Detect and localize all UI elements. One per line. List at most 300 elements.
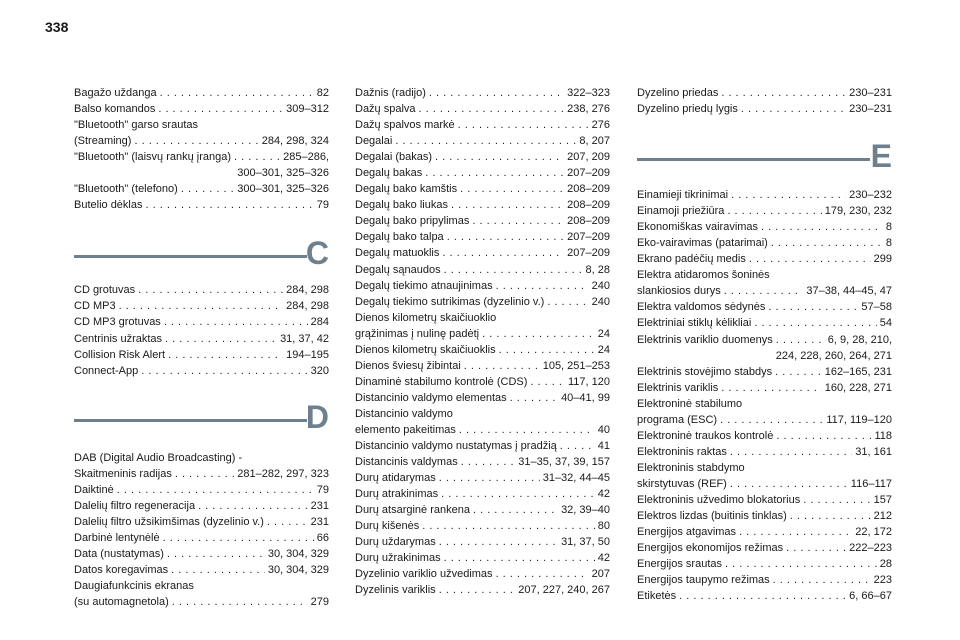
page-reference: 157 <box>873 493 892 506</box>
dot-leader <box>435 149 564 165</box>
index-entry <box>637 251 892 267</box>
dot-leader <box>419 101 565 117</box>
index-entry <box>637 283 892 299</box>
index-term: Degalų sąnaudos <box>355 263 441 276</box>
index-term: Bagažo uždanga <box>74 87 157 99</box>
index-term: (Streaming) <box>74 135 132 148</box>
index-entry <box>355 566 610 582</box>
index-entry <box>355 582 610 598</box>
page-reference: 42 <box>597 552 610 565</box>
index-entry <box>355 85 610 101</box>
dot-leader <box>482 326 595 342</box>
index-term: Degalų bako kamštis <box>355 183 458 196</box>
dot-leader <box>776 428 871 444</box>
index-term: Butelio dėklas <box>74 199 143 212</box>
dot-leader <box>679 588 846 604</box>
page-reference: 223 <box>873 574 892 587</box>
page-reference: 240 <box>591 279 610 292</box>
index-term: Dažų spalva <box>355 103 416 116</box>
index-entry <box>355 550 610 566</box>
page-reference: 281–282, 297, 323 <box>237 467 329 480</box>
dot-leader <box>163 530 314 546</box>
index-entry <box>355 101 610 117</box>
index-term: Dažų spalvos markė <box>355 119 455 132</box>
index-term: Distancinio valdymo elementas <box>355 391 507 404</box>
section-divider <box>74 419 307 422</box>
index-entry <box>355 422 610 438</box>
index-term: CD grotuvas <box>74 284 136 297</box>
index-entry <box>637 203 892 219</box>
page-reference: 160, 228, 271 <box>824 381 892 394</box>
dot-leader <box>496 278 589 294</box>
index-term: Ekrano padėčių medis <box>637 253 746 266</box>
page-reference: 309–312 <box>286 103 329 116</box>
index-term: "Bluetooth" garso srautas <box>74 119 198 132</box>
dot-leader <box>731 187 846 203</box>
page-reference: 117, 119–120 <box>826 413 892 426</box>
index-term: Elektrinis variklis <box>637 381 719 394</box>
page-reference: 285–286, <box>283 151 329 164</box>
page-reference: 82 <box>316 87 329 99</box>
dot-leader <box>447 229 564 245</box>
index-term: Balso komandos <box>74 103 156 116</box>
dot-leader <box>119 298 284 314</box>
index-entry <box>637 540 892 556</box>
index-entry <box>355 374 610 390</box>
index-term: "Bluetooth" (telefono) <box>74 183 178 196</box>
page-reference: 31–35, 37, 39, 157 <box>518 456 610 469</box>
index-term: Degalų bako liukas <box>355 199 448 212</box>
index-term: Degalų bako talpa <box>355 231 444 244</box>
index-entry <box>74 530 329 546</box>
index-term: Dyzelino priedas <box>637 87 719 99</box>
dot-leader <box>439 534 558 550</box>
index-entry <box>355 213 610 229</box>
page-reference: 31, 37, 42 <box>280 332 329 345</box>
entries-c <box>74 282 329 378</box>
index-entry <box>637 476 892 492</box>
dot-leader <box>761 219 883 235</box>
page-reference: 40–41, 99 <box>561 391 610 404</box>
page-reference: 284, 298 <box>286 300 329 313</box>
page-reference: 179, 230, 232 <box>824 205 892 218</box>
entries-d <box>74 450 329 610</box>
dot-leader <box>460 181 564 197</box>
dot-leader <box>786 540 846 556</box>
index-entry <box>637 556 892 572</box>
index-term: Degalų matuoklis <box>355 247 440 260</box>
page-reference: 31–32, 44–45 <box>542 472 610 485</box>
dot-leader <box>141 363 307 379</box>
index-entry <box>355 133 610 149</box>
dot-leader <box>451 197 564 213</box>
index-entry <box>74 347 329 363</box>
index-entry <box>637 101 892 117</box>
index-entry <box>74 562 329 578</box>
page-reference: 24 <box>597 343 610 356</box>
page-reference: 276 <box>591 119 610 132</box>
page-reference: 208–209 <box>567 215 610 228</box>
page-reference: 22, 172 <box>855 526 892 539</box>
dot-leader <box>175 466 234 482</box>
index-term: Elektroninė traukos kontrolė <box>637 429 774 442</box>
dot-leader <box>721 85 846 101</box>
page-reference: 279 <box>310 596 329 609</box>
index-entry <box>355 262 610 278</box>
index-entry <box>637 267 892 283</box>
dot-leader <box>741 101 846 117</box>
index-term: skirstytuvas (REF) <box>637 477 727 490</box>
dot-leader <box>720 412 823 428</box>
index-term: Durų atrakinimas <box>355 488 439 501</box>
section-letter: C <box>305 235 329 272</box>
index-entry <box>74 482 329 498</box>
index-entry <box>74 298 329 314</box>
index-entry <box>637 364 892 380</box>
dot-leader <box>138 282 283 298</box>
index-term: CD MP3 <box>74 300 116 313</box>
dot-leader <box>267 514 308 530</box>
index-entry <box>355 518 610 534</box>
index-term: grąžinimas į nulinę padėtį <box>355 327 480 340</box>
index-term: Durų uždarymas <box>355 536 436 549</box>
index-entry <box>74 85 329 101</box>
dot-leader <box>496 566 589 582</box>
index-term: Durų atidarymas <box>355 472 436 485</box>
page-reference: 230–232 <box>849 189 892 202</box>
index-term: Dalelių filtro regeneracija <box>74 499 196 512</box>
index-term: Dyzelino priedų lygis <box>637 103 738 116</box>
index-term: Degalai <box>355 135 393 148</box>
index-entry <box>355 342 610 358</box>
page-reference: 230–231 <box>849 87 892 99</box>
index-entry <box>637 572 892 588</box>
index-entry <box>355 181 610 197</box>
index-entry <box>355 165 610 181</box>
index-term: Energijos ekonomijos režimas <box>637 542 784 555</box>
dot-leader <box>754 315 876 331</box>
page-reference: 208–209 <box>567 183 610 196</box>
page-reference-continued: 224, 228, 260, 264, 271 <box>775 349 892 362</box>
index-term: Ekonomiškas vairavimas <box>637 221 759 234</box>
dot-leader <box>724 283 804 299</box>
page-reference: 240 <box>591 295 610 308</box>
entries-d-end <box>637 85 892 117</box>
index-entry <box>74 450 329 466</box>
dot-leader <box>441 486 595 502</box>
index-entry <box>74 117 329 133</box>
dot-leader <box>473 502 558 518</box>
page-reference: 284, 298, 324 <box>261 135 329 148</box>
page-reference: 40 <box>597 423 610 436</box>
index-term: Einamieji tikrinimai <box>637 189 729 202</box>
index-entry <box>637 508 892 524</box>
index-term: Daugiafunkcinis ekranas <box>74 580 194 593</box>
index-entry <box>74 578 329 594</box>
index-term: programa (ESC) <box>637 413 718 426</box>
dot-leader <box>771 235 883 251</box>
index-entry <box>637 380 892 396</box>
index-term: Dienos šviesų žibintai <box>355 359 461 372</box>
index-term: Elektra atidaromos šoninės <box>637 269 770 282</box>
dot-leader <box>775 364 822 380</box>
index-term: "Bluetooth" (laisvų rankų įranga) <box>74 151 232 164</box>
index-entry <box>637 235 892 251</box>
index-term: Distancinio valdymo <box>355 407 453 420</box>
page-reference: 207, 227, 240, 267 <box>518 584 610 597</box>
index-term: Energijos srautas <box>637 558 722 571</box>
index-entry <box>74 181 329 197</box>
index-entry <box>637 332 892 348</box>
dot-leader <box>172 594 308 610</box>
dot-leader <box>730 476 848 492</box>
dot-leader <box>395 133 576 149</box>
index-entry <box>355 390 610 406</box>
page-reference: 162–165, 231 <box>824 365 892 378</box>
section-divider <box>637 158 870 161</box>
dot-leader <box>165 331 277 347</box>
page-reference: 32, 39–40 <box>561 504 610 517</box>
dot-leader <box>422 518 595 534</box>
index-term: Etiketės <box>637 590 677 603</box>
dot-leader <box>442 245 564 261</box>
dot-leader <box>160 85 314 101</box>
page-reference: 207–209 <box>567 167 610 180</box>
dot-leader <box>464 358 540 374</box>
page-reference: 8 <box>885 237 892 250</box>
page-reference: 117, 120 <box>567 375 610 388</box>
index-entry <box>637 412 892 428</box>
page-reference: 8, 28 <box>585 263 610 276</box>
index-term: Skaitmeninis radijas <box>74 467 172 480</box>
index-term: Elektroninis raktas <box>637 445 727 458</box>
page-reference: 231 <box>310 499 329 512</box>
page-reference: 66 <box>316 531 329 544</box>
index-term: Dyzelinio variklio užvedimas <box>355 568 493 581</box>
index-term: Centrinis užraktas <box>74 332 163 345</box>
index-entry <box>355 310 610 326</box>
page-reference: 207–209 <box>567 231 610 244</box>
index-entry <box>355 149 610 165</box>
page-reference: 6, 66–67 <box>849 590 892 603</box>
section-header-e <box>637 132 892 182</box>
page-reference: 31, 37, 50 <box>561 536 610 549</box>
index-term: Dalelių filtro užsikimšimas (dyzelinio v.) <box>74 515 264 528</box>
page-reference: 194–195 <box>286 348 329 361</box>
index-term: slankiosios durys <box>637 285 721 298</box>
entries-e <box>637 187 892 604</box>
dot-leader <box>429 85 564 101</box>
index-entry <box>355 358 610 374</box>
page-reference: 30, 304, 329 <box>267 563 329 576</box>
index-term: Distancinis valdymas <box>355 456 458 469</box>
index-term: DAB (Digital Audio Broadcasting) - <box>74 451 243 464</box>
index-term: Datos koregavimas <box>74 563 169 576</box>
page-reference: 79 <box>316 483 329 496</box>
index-term: Dienos kilometrų skaičiuoklio <box>355 311 497 324</box>
dot-leader <box>739 524 852 540</box>
dot-leader <box>749 251 871 267</box>
dot-leader <box>444 550 595 566</box>
page-reference: 28 <box>879 558 892 571</box>
index-entry <box>74 314 329 330</box>
index-entry <box>637 492 892 508</box>
index-column-2 <box>355 0 610 599</box>
index-term: Dinaminė stabilumo kontrolė (CDS) <box>355 375 528 388</box>
page-reference: 80 <box>597 520 610 533</box>
index-entry <box>74 331 329 347</box>
dot-leader <box>461 454 516 470</box>
dot-leader <box>164 314 308 330</box>
section-letter: D <box>305 398 329 435</box>
dot-leader <box>721 380 821 396</box>
index-entry <box>355 229 610 245</box>
dot-leader <box>458 117 589 133</box>
index-entry <box>637 460 892 476</box>
index-entry <box>74 101 329 117</box>
index-term: Daiktinė <box>74 483 114 496</box>
dot-leader <box>198 498 308 514</box>
index-term: Dyzelinis variklis <box>355 584 436 597</box>
index-term: Einamoji priežiūra <box>637 205 725 218</box>
index-entry <box>637 315 892 331</box>
dot-leader <box>547 294 588 310</box>
index-term: Collision Risk Alert <box>74 348 166 361</box>
index-entry <box>637 299 892 315</box>
dot-leader <box>730 444 852 460</box>
index-entry <box>355 534 610 550</box>
dot-leader <box>727 203 821 219</box>
index-term: Degalų tiekimo sutrikimas (dyzelinio v.) <box>355 295 545 308</box>
index-term: Durų užrakinimas <box>355 552 441 565</box>
index-term: Darbinė lentynėlė <box>74 531 160 544</box>
index-entry <box>637 588 892 604</box>
dot-leader <box>560 438 595 454</box>
index-entry <box>355 470 610 486</box>
index-term: Elektros lizdas (buitinis tinklas) <box>637 510 787 523</box>
index-entry <box>637 428 892 444</box>
index-entry <box>637 219 892 235</box>
dot-leader <box>181 181 234 197</box>
page-reference: 207–209 <box>567 247 610 260</box>
page-reference: 79 <box>316 199 329 212</box>
section-header-c <box>74 229 329 279</box>
page-reference: 24 <box>597 327 610 340</box>
page-reference: 320 <box>310 364 329 377</box>
index-term: Energijos atgavimas <box>637 526 737 539</box>
index-entry <box>355 117 610 133</box>
index-entry <box>74 466 329 482</box>
page-reference: 322–323 <box>567 87 610 99</box>
index-entry <box>74 498 329 514</box>
index-term: Elektroninis stabdymo <box>637 461 745 474</box>
page-reference: 41 <box>597 440 610 453</box>
index-entry <box>637 187 892 203</box>
page-reference: 212 <box>873 510 892 523</box>
index-term: Distancinio valdymo nustatymas į pradžią <box>355 440 557 453</box>
index-term: Elektriniai stiklų kėlikliai <box>637 317 752 330</box>
page-reference: 37–38, 44–45, 47 <box>806 285 892 298</box>
page-number: 338 <box>45 19 69 35</box>
index-term: Elektrinis stovėjimo stabdys <box>637 365 773 378</box>
page-reference: 299 <box>873 253 892 266</box>
dot-leader <box>725 556 877 572</box>
dot-leader <box>790 508 871 524</box>
index-entry <box>355 438 610 454</box>
index-entry <box>74 363 329 379</box>
index-column-3 <box>637 0 892 604</box>
dot-leader <box>459 422 595 438</box>
dot-leader <box>234 149 280 165</box>
page-reference: 30, 304, 329 <box>267 547 329 560</box>
index-term: Elektroninis užvedimo blokatorius <box>637 493 801 506</box>
index-entry <box>637 396 892 412</box>
index-entry <box>637 524 892 540</box>
index-entry <box>355 245 610 261</box>
page-reference: 207, 209 <box>567 151 610 164</box>
page-reference: 207 <box>591 568 610 581</box>
dot-leader <box>168 347 283 363</box>
index-term: CD MP3 grotuvas <box>74 316 161 329</box>
page-reference: 230–231 <box>849 103 892 116</box>
dot-leader <box>773 572 871 588</box>
index-term: Degalų bakas <box>355 167 423 180</box>
dot-leader <box>768 299 858 315</box>
page-reference: 222–223 <box>849 542 892 555</box>
section-divider <box>74 255 307 258</box>
index-term: Data (nustatymas) <box>74 547 164 560</box>
page-reference: 116–117 <box>850 477 892 490</box>
page-reference: 284 <box>310 316 329 329</box>
page-reference: 208–209 <box>567 199 610 212</box>
page-reference: 105, 251–253 <box>542 359 610 372</box>
index-entry <box>74 282 329 298</box>
dot-leader <box>146 197 314 213</box>
index-term: Durų kišenės <box>355 520 420 533</box>
index-entry <box>74 197 329 213</box>
index-entry <box>355 326 610 342</box>
index-entry <box>74 133 329 149</box>
dot-leader <box>499 342 595 358</box>
section-header-d <box>74 393 329 443</box>
dot-leader <box>439 582 516 598</box>
dot-leader <box>472 213 564 229</box>
page-reference: 300–301, 325–326 <box>237 183 329 196</box>
index-term: Eko-vairavimas (patarimai) <box>637 237 768 250</box>
page-reference: 6, 9, 28, 210, <box>827 333 892 346</box>
dot-leader <box>530 374 565 390</box>
dot-leader <box>425 165 564 181</box>
dot-leader <box>776 332 825 348</box>
page-reference: 57–58 <box>861 301 892 314</box>
index-term: Elektrinis variklio duomenys <box>637 333 773 346</box>
page-reference: 31, 161 <box>855 445 892 458</box>
index-column-1 <box>74 0 329 610</box>
index-entry <box>74 594 329 610</box>
dot-leader <box>444 262 583 278</box>
section-letter: E <box>870 138 892 175</box>
index-term: elemento pakeitimas <box>355 423 456 436</box>
dot-leader <box>171 562 265 578</box>
index-entry <box>355 278 610 294</box>
dot-leader <box>439 470 540 486</box>
dot-leader <box>510 390 558 406</box>
index-entry <box>74 149 329 165</box>
index-entry <box>74 546 329 562</box>
index-term: (su automagnetola) <box>74 596 169 609</box>
dot-leader <box>117 482 314 498</box>
entries-d-continued <box>355 85 610 599</box>
